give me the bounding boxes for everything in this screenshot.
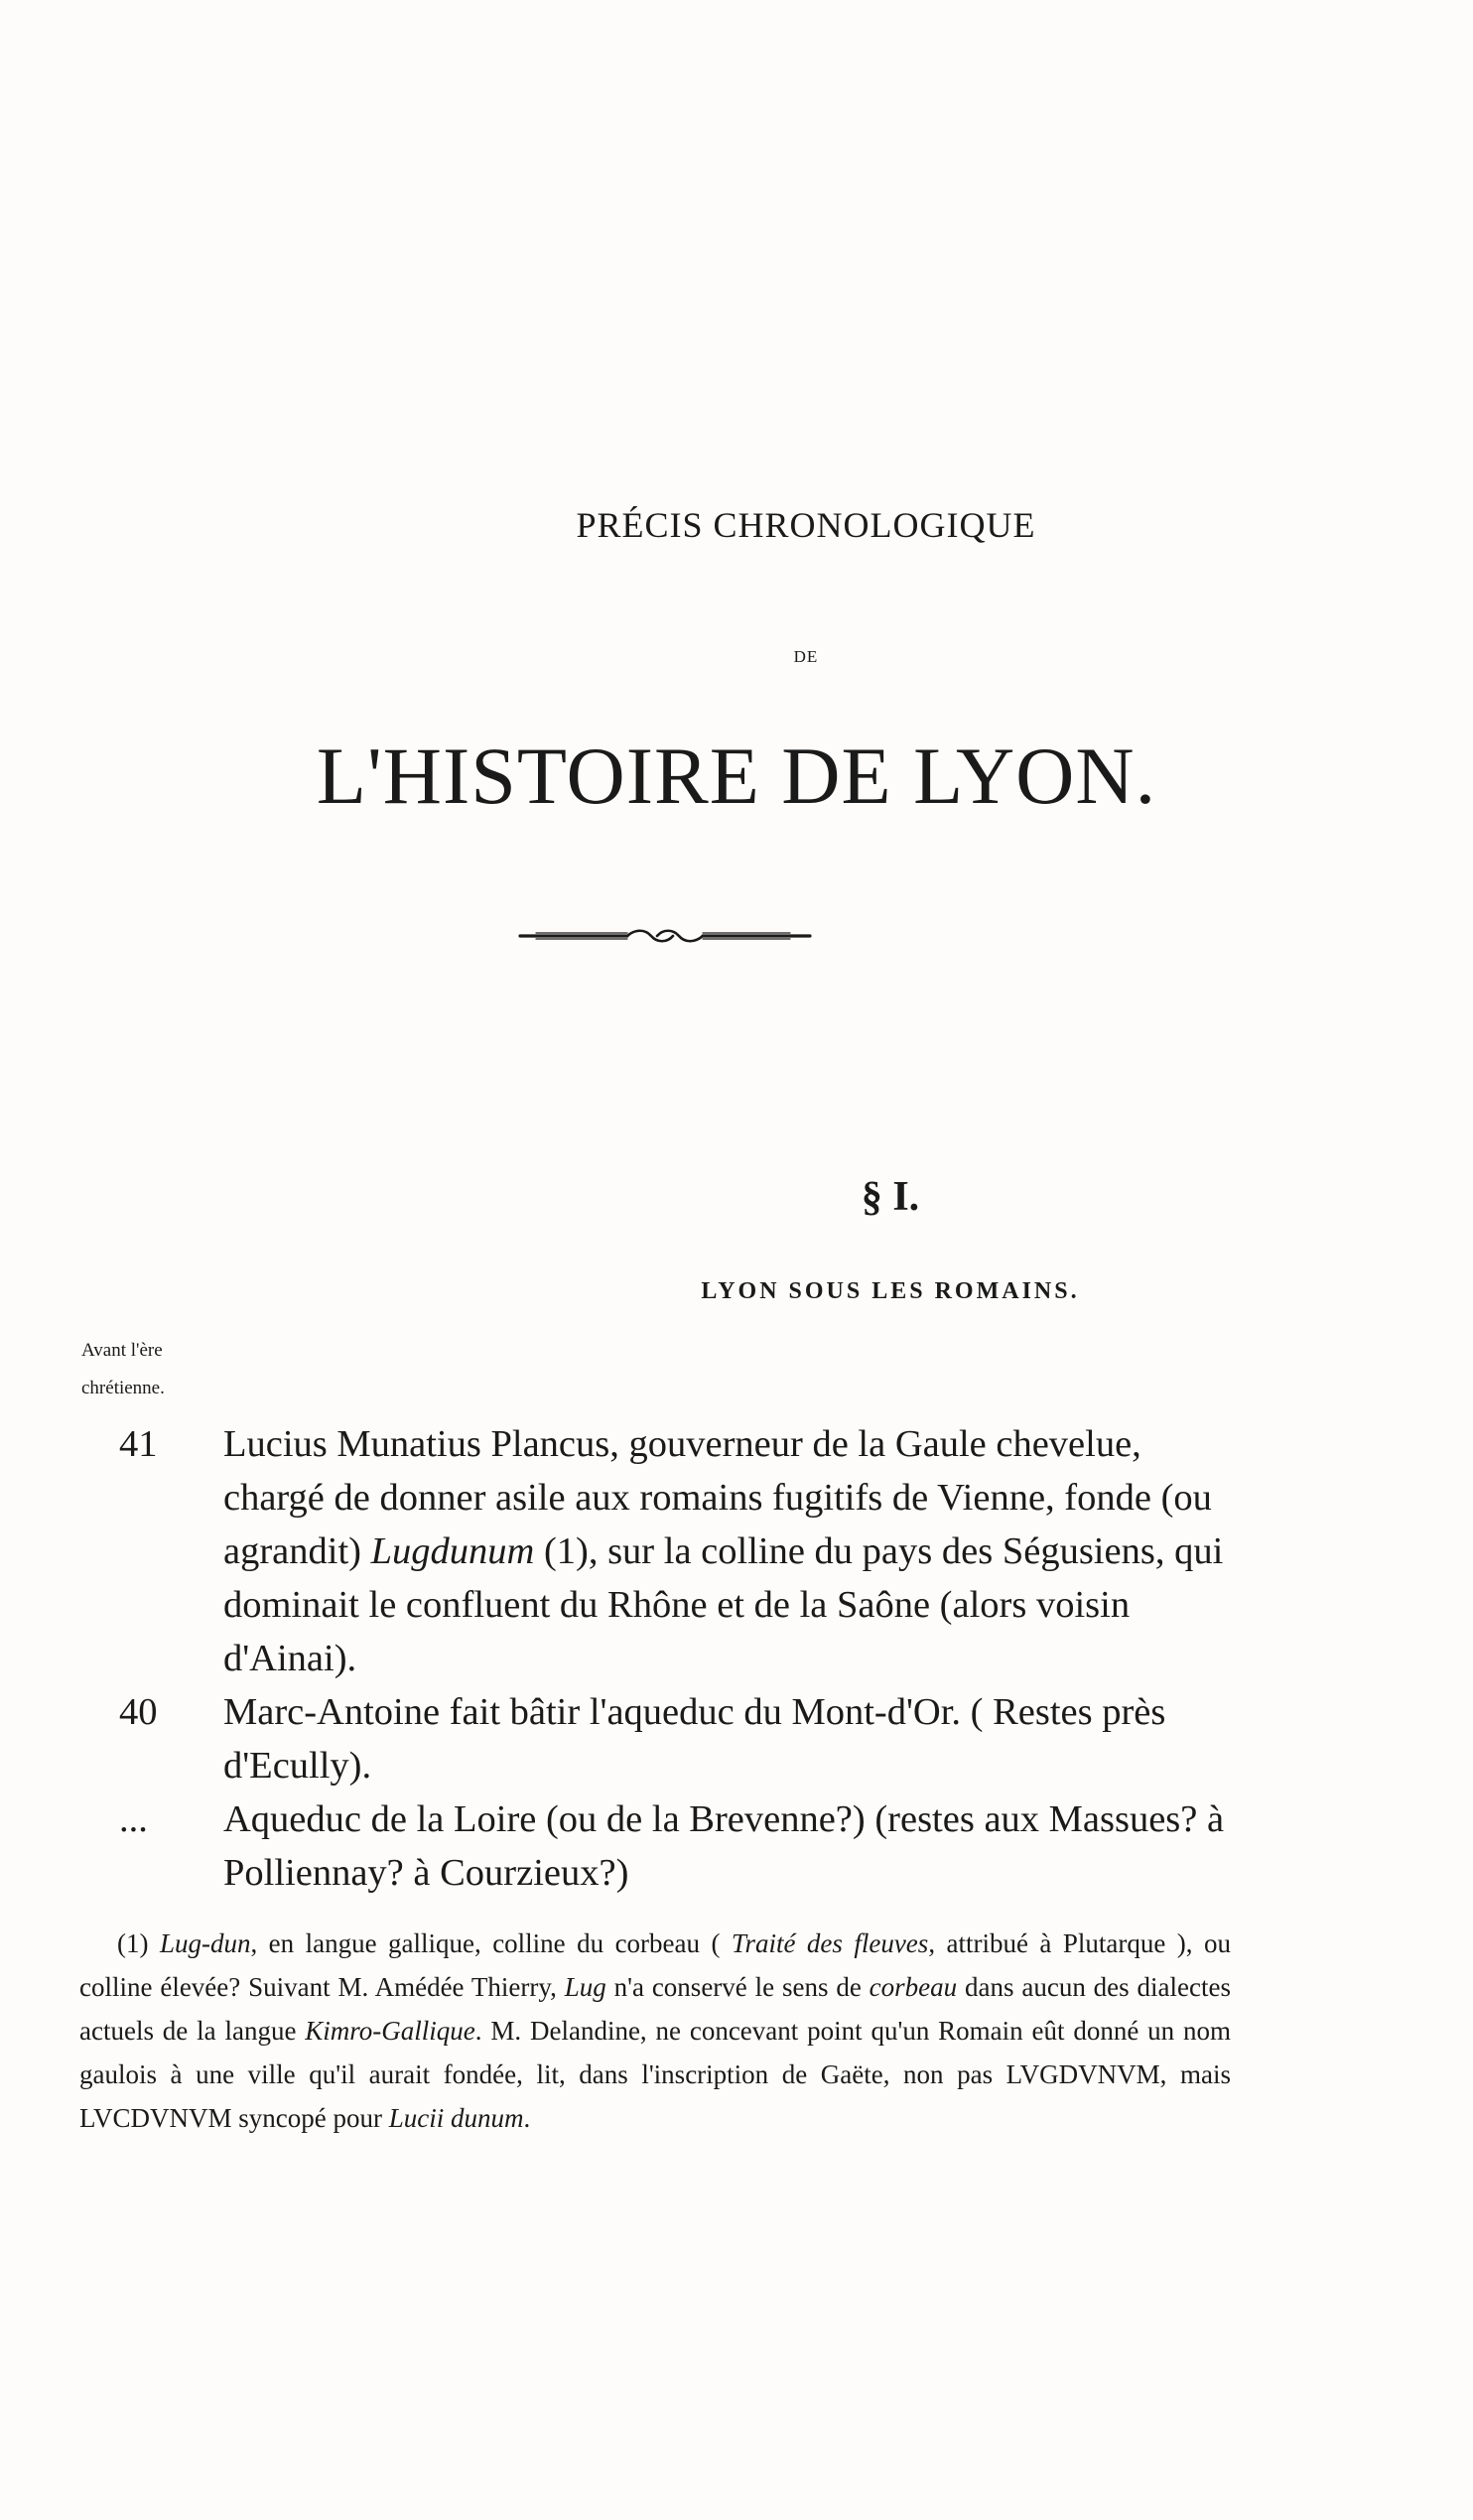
footnote-text: [79, 1922, 1231, 2140]
footnote-italic: Lug: [564, 1972, 606, 2002]
footnote-part: n'a conservé le sens de: [605, 1972, 870, 2002]
section-subtitle: LYON SOUS LES ROMAINS.: [701, 1278, 1080, 1304]
page-title: L'HISTOIRE DE LYON.: [316, 730, 1157, 821]
title-connector: DE: [793, 647, 819, 666]
entry-text: [223, 1423, 1223, 1679]
footnote-part: . M. Delandine, ne concevant point qu'un Romain eût donné un nom gaulois à une ville qu'il aurait fondée, lit, dans l'inscription de Gaëte, non pas LVGDVNVM, mais LVCDVNVM syncopé pour: [79, 2016, 1232, 2133]
margin-note: [81, 1332, 250, 1407]
footnote-italic: Lug-dun: [159, 1928, 251, 1958]
footnote-part: .: [523, 2103, 531, 2133]
entry-text-part: (1), sur la colline du pays des Ségusiens, qui dominait le confluent du Rhône et de la Saône (alors voisin d'Ainai).: [223, 1530, 1224, 1679]
entry-text-italic: Lugdunum: [370, 1530, 535, 1572]
footnote-italic: Lucii dunum: [388, 2103, 524, 2133]
section-heading: § I.: [861, 1174, 920, 1220]
margin-note-line: Avant l'ère: [81, 1340, 163, 1361]
entry-text: Aqueduc de la Loire (ou de la Brevenne?) (restes aux Massues? à Polliennay? à Courzieux?): [223, 1798, 1225, 1894]
entry-text: Marc-Antoine fait bâtir l'aqueduc du Mont-d'Or. ( Restes près d'Ecully).: [223, 1691, 1166, 1787]
chronology-entries: [119, 1417, 1236, 1900]
footnote-part: (1): [117, 1928, 160, 1958]
footnote: [79, 1922, 1231, 2140]
footnote-part: dans aucun des dialectes actuels de la langue: [79, 1972, 1231, 2046]
margin-note-line: chrétienne.: [81, 1378, 165, 1398]
ornament-divider-icon: [516, 925, 814, 947]
entry-year: 41: [119, 1423, 158, 1465]
footnote-part: , attribué à Plutarque ), ou colline élevée? Suivant M. Amédée Thierry,: [79, 1928, 1231, 2002]
entry-text-part: Lucius Munatius Plancus, gouverneur de la Gaule chevelue, chargé de donner asile aux romains fugitifs de Vienne, fonde (ou agrandit): [223, 1423, 1212, 1572]
footnote-italic: corbeau: [869, 1972, 958, 2002]
footnote-italic: Traité des fleuves: [731, 1928, 929, 1958]
footnote-italic: Kimro-Gallique: [305, 2016, 475, 2046]
chronology-entry: [119, 1685, 1236, 1792]
entry-year: ...: [119, 1798, 148, 1840]
pre-title: PRÉCIS CHRONOLOGIQUE: [576, 505, 1036, 545]
entry-year: 40: [119, 1691, 158, 1733]
chronology-entry: [119, 1417, 1236, 1685]
footnote-part: , en langue gallique, colline du corbeau (: [250, 1928, 732, 1958]
chronology-entry: [119, 1792, 1236, 1900]
